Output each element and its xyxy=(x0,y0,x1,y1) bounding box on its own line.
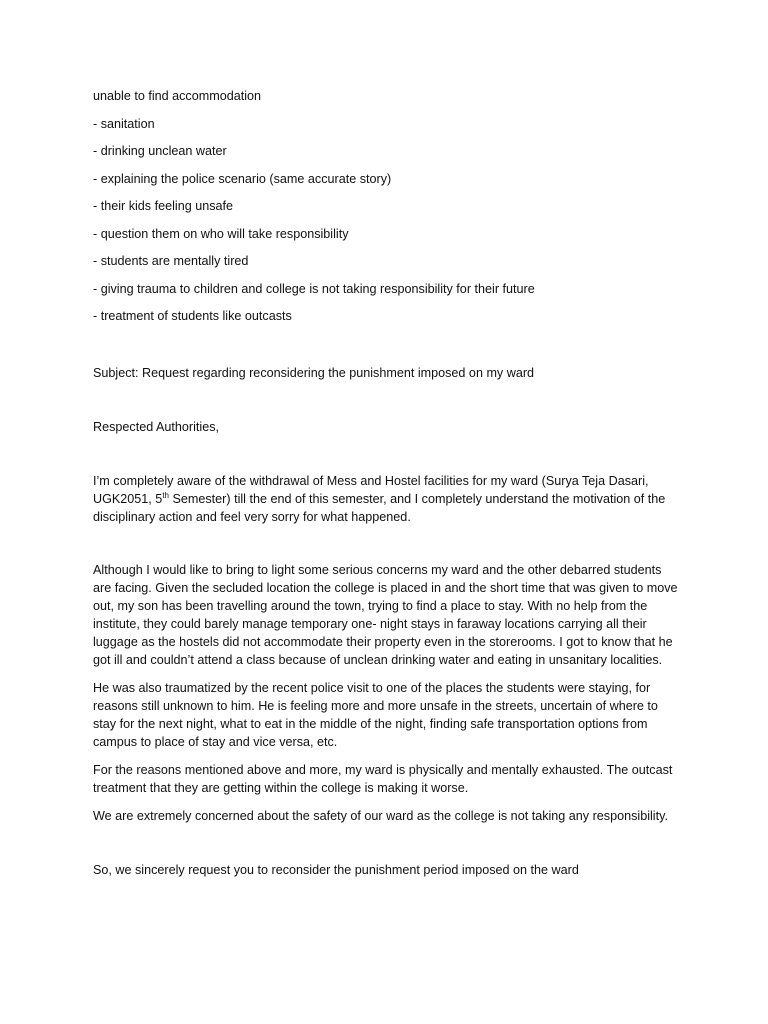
letter-paragraph-3: He was also traumatized by the recent police visit to one of the places the students were staying, for reasons still unknown to him. He is feeling more and more unsafe in the streets, uncertain of where to stay for the next night, what to eat in the middle of the night, finding safe transportation options from campus to place of stay and vice versa, etc. xyxy=(93,681,658,749)
note-item: - sanitation xyxy=(93,116,155,131)
letter-salutation: Respected Authorities, xyxy=(93,420,220,434)
paragraph-1-text-start: I’m completely aware of the withdrawal of Mess and Hostel facilities for my ward (Surya Teja Dasari, UGK2051, 5 xyxy=(93,474,649,506)
note-item: - treatment of students like outcasts xyxy=(93,309,292,323)
letter-closing: So, we sincerely request you to reconsider the punishment period imposed on the ward xyxy=(93,863,579,877)
letter-paragraph-4: For the reasons mentioned above and more, my ward is physically and mentally exhausted. The outcast treatment that they are getting within the college is making it worse. xyxy=(93,763,673,795)
note-item: - question them on who will take responsibility xyxy=(93,226,349,241)
letter-paragraph-1 xyxy=(93,472,683,526)
ordinal-suffix: th xyxy=(162,490,169,500)
notes-section xyxy=(93,87,683,325)
paragraph-1-text-end: Semester) till the end of this semester, and I completely understand the motivation of the disciplinary action and feel very sorry for what happened. xyxy=(93,492,666,524)
letter-section xyxy=(93,364,683,879)
letter-subject: Subject: Request regarding reconsidering the punishment imposed on my ward xyxy=(93,366,535,380)
note-item: - drinking unclean water xyxy=(93,144,227,158)
note-item: - explaining the police scenario (same accurate story) xyxy=(93,171,392,186)
letter-paragraph-2: Although I would like to bring to light some serious concerns my ward and the other debarred students are facing. Given the secluded location the college is placed in and the short time that was given to move out, my son has been travelling around the town, trying to find a place to stay. With no help from the institute, they could barely manage temporary one- night stays in faraway locations carrying all their luggage as the hostels did not accommodate their property even in the storerooms. I got to know that he got ill and couldn’t attend a class because of unclean drinking water and eating in unsanitary localities. xyxy=(93,563,678,667)
document-page xyxy=(93,87,683,879)
note-item: - students are mentally tired xyxy=(93,254,249,268)
notes-heading: unable to find accommodation xyxy=(93,89,262,103)
letter-paragraph-5: We are extremely concerned about the safety of our ward as the college is not taking any responsibility. xyxy=(93,809,668,823)
note-item: - giving trauma to children and college is not taking responsibility for their future xyxy=(93,281,535,296)
note-item: - their kids feeling unsafe xyxy=(93,199,234,213)
